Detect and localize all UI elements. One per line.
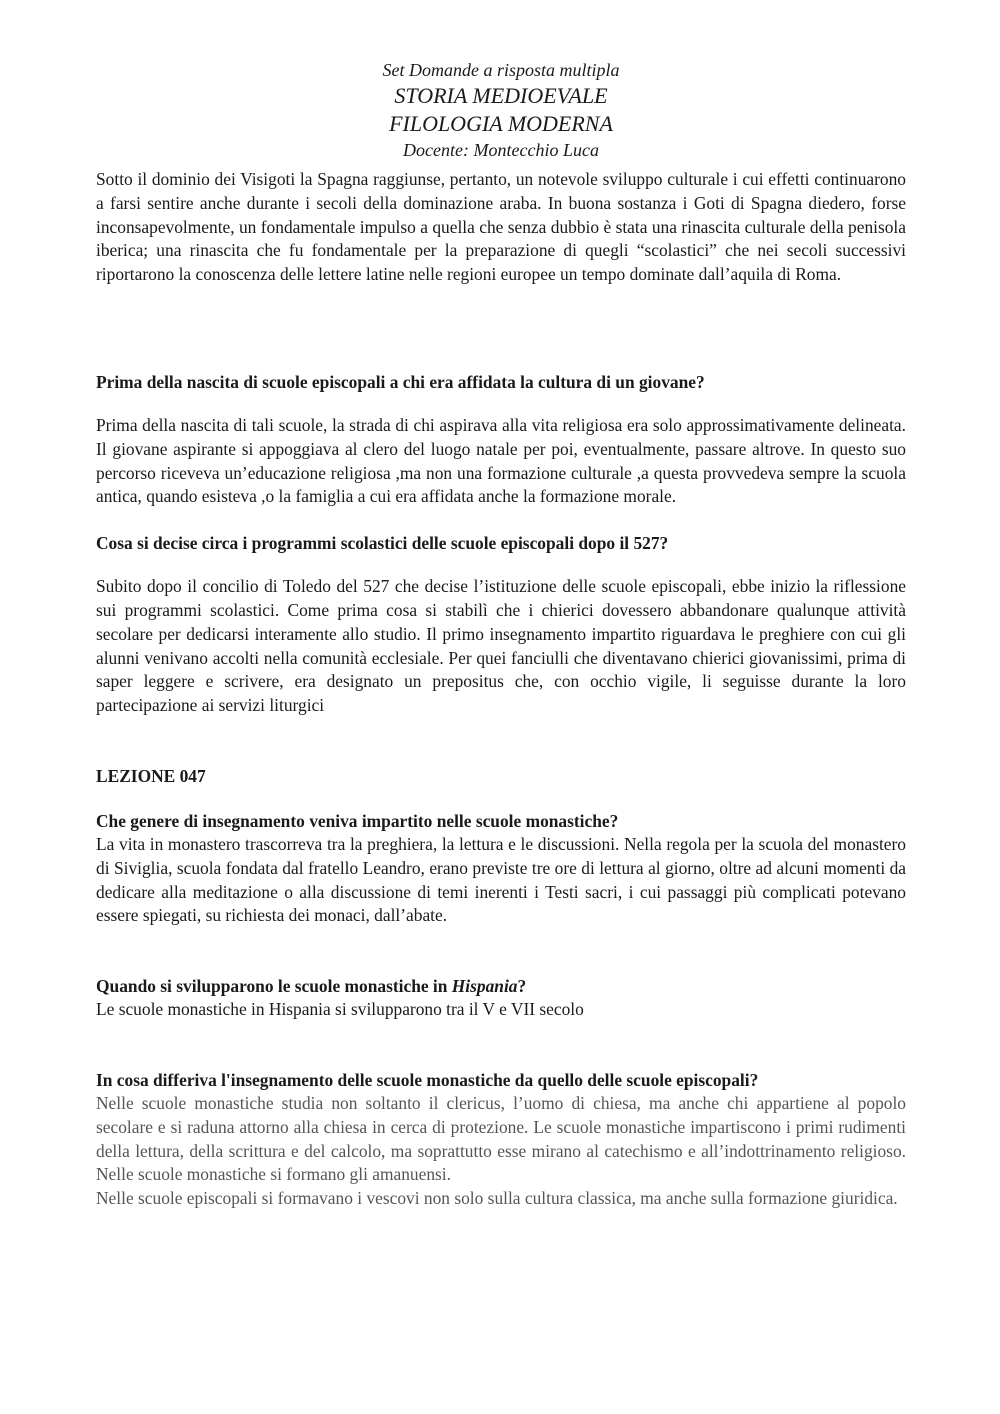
answer-5-part-1: Nelle scuole monastiche studia non soltanto il clericus, l’uomo di chiesa, ma anche chi appartiene al popolo secolare e si raduna attorno alla chiesa in cerca di protezione. Le scuole monastiche impartiscono i primi rudimenti della lettura, della scrittura e del calcolo, ma soprattutto esse mirano al catechismo e all’indottrinamento religioso. Nelle scuole monastiche si formano gli amanuensi. (96, 1092, 906, 1185)
lesson-heading: LEZIONE 047 (96, 765, 206, 786)
intro-paragraph: Sotto il dominio dei Visigoti la Spagna raggiunse, pertanto, un notevole sviluppo culturale i cui effetti continuarono a farsi sentire anche durante i secoli della dominazione araba. In buona sostanza i Goti di Spagna diedero, forse inconsapevolmente, un fondamentale impulso a quella che senza dubbio è stata una rinascita culturale della penisola iberica; una rinascita che fu fondamentale per la preparazione di quegli “scolastici” che nei secoli successivi riportarono la conoscenza delle lettere latine nelle regioni europee un tempo dominate dall’aquila di Roma. (96, 169, 906, 285)
answer-3: La vita in monastero trascorreva tra la preghiera, la lettura e le discussioni. Nella regola per la scuola del monastero di Siviglia, scuola fondata dal fratello Leandro, erano previste tre ore di lettura al giorno, oltre ad alcuni momenti da dedicare alla meditazione o alla discussione di temi inerenti i Testi sacri, i cui passaggi più complicati potevano essere spiegati, su richiesta dei monaci, dall’abate. (96, 833, 906, 926)
degree-title: FILOLOGIA MODERNA (389, 111, 613, 136)
header-subtitle: Set Domande a risposta multipla (382, 60, 620, 80)
answer-1: Prima della nascita di tali scuole, la strada di chi aspirava alla vita religiosa era solo approssimativamente delineata. Il giovane aspirante si appoggiava al clero del luogo natale per poi, eventualmente, passare altrove. In questo suo percorso riceveva un’educazione religiosa ,ma non una formazione culturale ,a questa provvedeva sempre la scuola antica, quando esisteva ,o la famiglia a cui era affidata anche la formazione morale. (96, 414, 906, 507)
question-5: In cosa differiva l'insegnamento delle scuole monastiche da quello delle scuole episcopali? (96, 1069, 759, 1090)
document-header (96, 58, 906, 162)
answer-5-part-2: Nelle scuole episcopali si formavano i vescovi non solo sulla cultura classica, ma anche sulla formazione giuridica. (96, 1188, 898, 1209)
question-3: Che genere di insegnamento veniva impartito nelle scuole monastiche? (96, 810, 619, 831)
answer-4: Le scuole monastiche in Hispania si svilupparono tra il V e VII secolo (96, 999, 584, 1020)
question-2: Cosa si decise circa i programmi scolastici delle scuole episcopali dopo il 527? (96, 533, 669, 554)
question-4-italic: Hispania (451, 976, 518, 997)
teacher-name: Docente: Montecchio Luca (403, 140, 599, 160)
question-4-prefix: Quando si svilupparono le scuole monastiche in (96, 976, 452, 997)
document-page (96, 58, 906, 1211)
question-1: Prima della nascita di scuole episcopali a chi era affidata la cultura di un giovane? (96, 371, 705, 392)
course-title: STORIA MEDIOEVALE (394, 83, 608, 108)
question-4 (96, 974, 906, 998)
answer-2: Subito dopo il concilio di Toledo del 527 che decise l’istituzione delle scuole episcopali, ebbe inizio la riflessione sui programmi scolastici. Come prima cosa si stabilì che i chierici dovessero abbandonare qualunque attività secolare per dedicarsi interamente allo studio. Il primo insegnamento impartito riguardava le preghiere con cui gli alunni venivano accolti nella comunità ecclesiale. Per quei fanciulli che diventavano chierici giovanissimi, prima di saper leggere e scrivere, era designato un prepositus che, con occhio vigile, li seguisse durante la loro partecipazione ai servizi liturgici (96, 576, 906, 716)
question-4-suffix: ? (517, 976, 527, 997)
